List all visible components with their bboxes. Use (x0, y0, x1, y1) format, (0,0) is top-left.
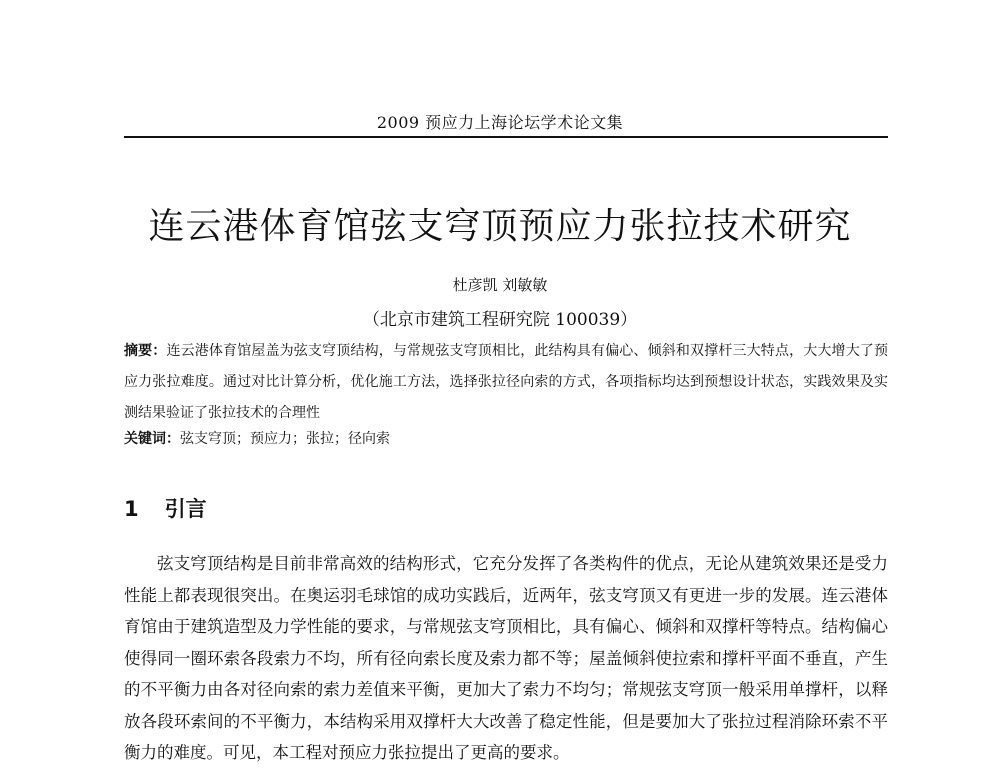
running-header: 2009 预应力上海论坛学术论文集 (376, 113, 624, 132)
keywords-label: 关键词： (124, 431, 180, 447)
section-heading (124, 493, 207, 523)
body-paragraph: 弦支穹顶结构是目前非常高效的结构形式，它充分发挥了各类构件的优点，无论从建筑效果还是受力性能上都表现很突出。在奥运羽毛球馆的成功实践后，近两年，弦支穹顶又有更进一步的发展。连云港体育馆由于建筑造型及力学性能的要求，与常规弦支穹顶相比，具有偏心、倾斜和双撑杆等特点。结构偏心使得同一圈环索各段索力不均，所有径向索长度及索力都不等；屋盖倾斜使拉索和撑杆平面不垂直，产生的不平衡力由各对径向索的索力差值来平衡，更加大了索力不均匀；常规弦支穹顶一般采用单撑杆，以释放各段环索间的不平衡力，本结构采用双撑杆大大改善了稳定性能，但是要加大了张拉过程消除环索不平衡力的难度。可见，本工程对预应力张拉提出了更高的要求。 (124, 554, 888, 762)
header-rule (124, 136, 888, 138)
abstract (124, 336, 888, 429)
affiliation: （北京市建筑工程研究院 100039） (362, 310, 638, 330)
abstract-label: 摘要： (124, 343, 167, 359)
authors: 杜彦凯 刘敏敏 (452, 276, 548, 294)
section-title: 引言 (164, 497, 207, 521)
keywords-text: 弦支穹顶；预应力；张拉；径向索 (180, 431, 390, 447)
keywords (124, 428, 888, 450)
section-number: 1 (124, 497, 139, 521)
abstract-text: 连云港体育馆屋盖为弦支穹顶结构，与常规弦支穹顶相比，此结构具有偏心、倾斜和双撑杆三大特点，大大增大了预应力张拉难度。通过对比计算分析，优化施工方法，选择张拉径向索的方式，各项指标均达到预想设计状态，实践效果及实测结果验证了张拉技术的合理性 (124, 343, 888, 421)
paper-title: 连云港体育馆弦支穹顶预应力张拉技术研究 (148, 206, 852, 247)
